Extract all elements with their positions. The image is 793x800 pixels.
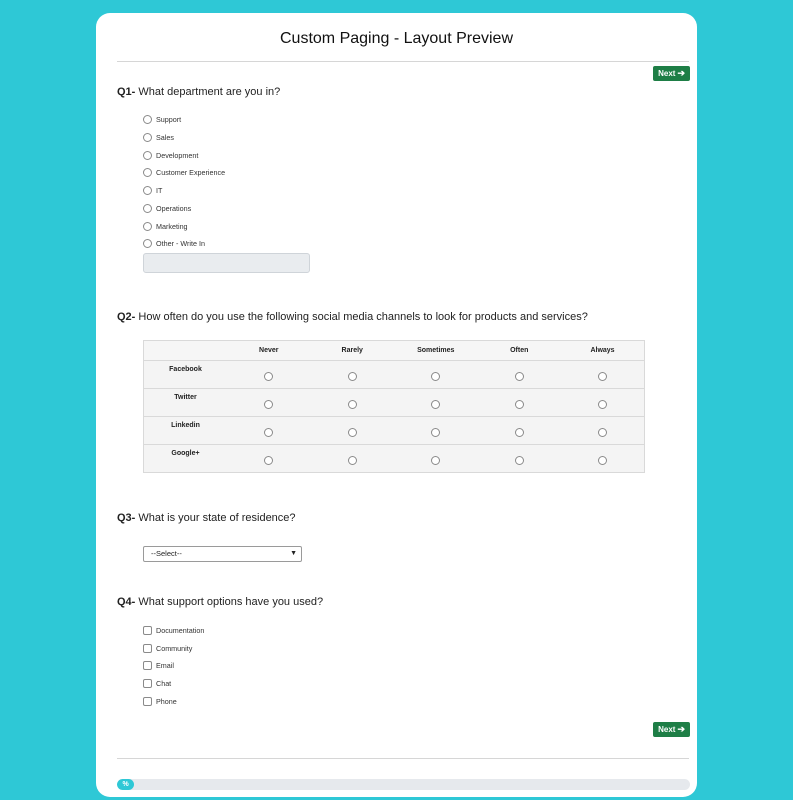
radio-button[interactable] <box>598 428 607 437</box>
matrix-cell <box>561 445 645 473</box>
question-3-text: What is your state of residence? <box>138 512 296 524</box>
q4-option[interactable] <box>143 644 192 653</box>
q4-option[interactable] <box>143 626 204 635</box>
radio-button[interactable] <box>348 400 357 409</box>
next-button-label: Next <box>658 725 676 734</box>
matrix-cell <box>561 417 645 445</box>
radio-button[interactable] <box>515 456 524 465</box>
checkbox[interactable] <box>143 626 152 635</box>
checkbox[interactable] <box>143 697 152 706</box>
matrix-cell <box>561 361 645 389</box>
radio-button[interactable] <box>515 400 524 409</box>
row-label: Facebook <box>144 361 228 389</box>
radio-button[interactable] <box>598 456 607 465</box>
column-header: Never <box>227 341 311 361</box>
radio-button[interactable] <box>264 456 273 465</box>
row-label: Twitter <box>144 389 228 417</box>
matrix-cell <box>311 417 395 445</box>
radio-button[interactable] <box>431 456 440 465</box>
divider <box>117 61 689 62</box>
radio-button[interactable] <box>143 186 152 195</box>
progress-label: % <box>122 781 129 788</box>
checkbox[interactable] <box>143 679 152 688</box>
radio-button[interactable] <box>515 428 524 437</box>
q4-option[interactable] <box>143 697 177 706</box>
column-header: Sometimes <box>394 341 478 361</box>
survey-card <box>96 13 697 797</box>
option-label: Documentation <box>156 626 205 635</box>
question-3 <box>117 512 296 524</box>
question-2-number: Q2- <box>117 311 136 323</box>
row-label: Google+ <box>144 445 228 473</box>
radio-button[interactable] <box>143 151 152 160</box>
next-button-top[interactable] <box>653 66 690 81</box>
radio-button[interactable] <box>598 400 607 409</box>
write-in-field[interactable] <box>143 253 310 273</box>
question-2 <box>117 311 588 323</box>
q1-option[interactable] <box>143 133 174 142</box>
row-label: Linkedin <box>144 417 228 445</box>
question-4-text: What support options have you used? <box>138 596 324 608</box>
radio-button[interactable] <box>143 204 152 213</box>
matrix-cell <box>311 445 395 473</box>
question-4 <box>117 596 323 608</box>
q1-option[interactable] <box>143 186 162 195</box>
chevron-down-icon: ▼ <box>290 550 297 557</box>
question-3-number: Q3- <box>117 512 136 524</box>
option-label: Chat <box>156 679 172 688</box>
state-select-value: --Select-- <box>151 549 182 558</box>
radio-button[interactable] <box>431 400 440 409</box>
matrix-cell <box>394 389 478 417</box>
radio-button[interactable] <box>348 428 357 437</box>
option-label: Customer Experience <box>156 168 226 177</box>
arrow-right-icon: ➔ <box>677 68 685 78</box>
checkbox[interactable] <box>143 661 152 670</box>
q1-option[interactable] <box>143 168 225 177</box>
matrix-cell <box>478 361 562 389</box>
radio-button[interactable] <box>264 428 273 437</box>
question-2-text: How often do you use the following social media channels to look for products and services? <box>138 311 588 323</box>
radio-button[interactable] <box>143 222 152 231</box>
matrix-cell <box>311 361 395 389</box>
question-1 <box>117 86 280 98</box>
q1-option[interactable] <box>143 204 191 213</box>
radio-button[interactable] <box>515 372 524 381</box>
progress-bar <box>117 779 690 790</box>
q1-option[interactable] <box>143 115 181 124</box>
matrix-cell <box>561 389 645 417</box>
matrix-cell <box>227 417 311 445</box>
divider <box>117 758 689 759</box>
radio-button[interactable] <box>143 168 152 177</box>
radio-button[interactable] <box>598 372 607 381</box>
matrix-corner <box>144 341 228 361</box>
matrix-row <box>144 389 645 417</box>
option-label: IT <box>156 186 163 195</box>
matrix-cell <box>394 417 478 445</box>
matrix-cell <box>227 445 311 473</box>
radio-button[interactable] <box>143 115 152 124</box>
radio-button[interactable] <box>143 239 152 248</box>
option-label: Support <box>156 115 182 124</box>
matrix-cell <box>311 389 395 417</box>
option-label: Other - Write In <box>156 239 205 248</box>
option-label: Phone <box>156 697 177 706</box>
matrix-cell <box>394 445 478 473</box>
q4-option[interactable] <box>143 661 174 670</box>
column-header: Often <box>478 341 562 361</box>
radio-button[interactable] <box>431 372 440 381</box>
matrix-cell <box>394 361 478 389</box>
q4-option[interactable] <box>143 679 171 688</box>
option-label: Marketing <box>156 222 188 231</box>
matrix-row <box>144 445 645 473</box>
progress-fill <box>117 779 134 790</box>
radio-button[interactable] <box>143 133 152 142</box>
matrix-cell <box>478 417 562 445</box>
matrix-cell <box>478 445 562 473</box>
checkbox[interactable] <box>143 644 152 653</box>
rating-matrix <box>143 340 645 473</box>
option-label: Email <box>156 661 174 670</box>
matrix-row <box>144 361 645 389</box>
radio-button[interactable] <box>431 428 440 437</box>
arrow-right-icon: ➔ <box>677 724 685 734</box>
q1-option[interactable] <box>143 222 188 231</box>
radio-button[interactable] <box>348 456 357 465</box>
next-button-label: Next <box>658 69 676 78</box>
question-1-text: What department are you in? <box>138 86 281 98</box>
state-select[interactable] <box>143 546 302 562</box>
radio-button[interactable] <box>348 372 357 381</box>
matrix-cell <box>478 389 562 417</box>
option-label: Community <box>156 644 193 653</box>
column-header: Always <box>561 341 645 361</box>
q1-option[interactable] <box>143 239 205 248</box>
matrix-row <box>144 417 645 445</box>
page-title: Custom Paging - Layout Preview <box>280 30 513 47</box>
radio-button[interactable] <box>264 372 273 381</box>
option-label: Development <box>156 151 199 160</box>
question-1-number: Q1- <box>117 86 136 98</box>
radio-button[interactable] <box>264 400 273 409</box>
option-label: Operations <box>156 204 192 213</box>
matrix-cell <box>227 389 311 417</box>
option-label: Sales <box>156 133 174 142</box>
question-4-number: Q4- <box>117 596 136 608</box>
column-header: Rarely <box>311 341 395 361</box>
matrix-cell <box>227 361 311 389</box>
q1-option[interactable] <box>143 151 198 160</box>
next-button-bottom[interactable] <box>653 722 690 737</box>
